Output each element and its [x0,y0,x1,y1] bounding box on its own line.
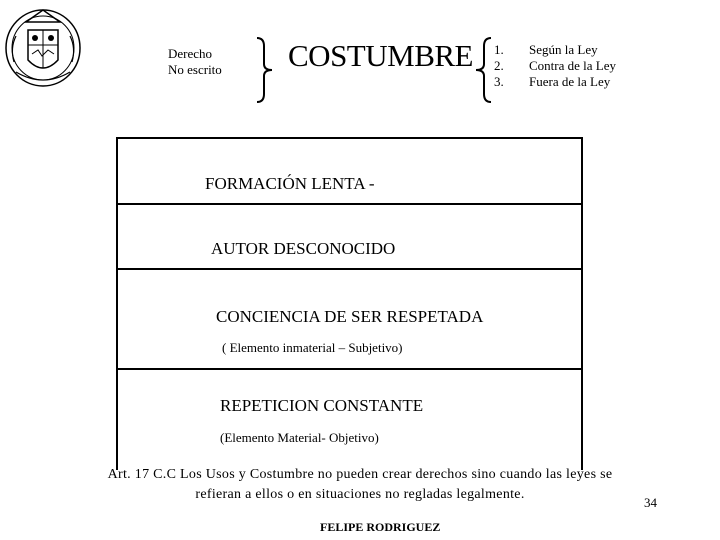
row-sublabel-repeticion: (Elemento Material- Objetivo) [220,430,379,445]
left-label-line: Derecho [168,46,213,61]
left-brace [254,36,276,104]
list-number: 3. [494,74,504,89]
author-name: FELIPE RODRIGUEZ [320,520,441,534]
page-number: 34 [644,495,657,510]
list-number: 2. [494,58,504,73]
row-divider [116,203,583,205]
row-divider [116,368,583,370]
row-label-repeticion: REPETICION CONSTANTE [220,396,424,415]
list-item: Según la Ley [529,42,598,57]
article-line: refieran a ellos o en situaciones no regladas legalmente. [195,487,525,502]
university-seal-icon [2,2,84,90]
article-line: Art. 17 C.C Los Usos y Costumbre no pueden crear derechos sino cuando las leyes se [107,467,613,482]
row-label-autor: AUTOR DESCONOCIDO [211,239,396,258]
list-item: Fuera de la Ley [529,74,611,89]
row-label-formacion: FORMACIÓN LENTA - [205,174,375,193]
article-text [60,465,660,505]
page-title: COSTUMBRE [288,38,473,73]
row-label-conciencia: CONCIENCIA DE SER RESPETADA [216,307,484,326]
list-number: 1. [494,42,504,57]
row-divider [116,268,583,270]
left-label-line: No escrito [168,62,222,77]
row-sublabel-conciencia: ( Elemento inmaterial – Subjetivo) [222,340,403,355]
custom-types-list [529,42,616,90]
list-item: Contra de la Ley [529,58,616,73]
right-brace [472,36,494,104]
left-label [168,46,222,78]
number-list [494,42,504,90]
